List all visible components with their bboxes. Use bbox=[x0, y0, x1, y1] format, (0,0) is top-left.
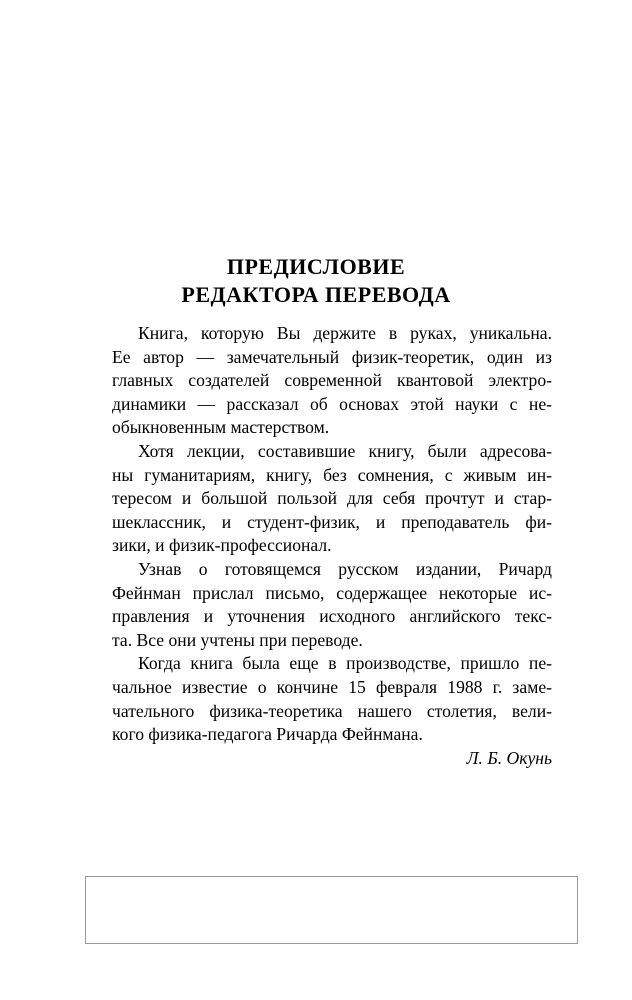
text-line: тересом и большой пользой для себя прочтут и стар- bbox=[112, 488, 552, 509]
text-line: правления и уточнения исходного английского текс- bbox=[112, 606, 552, 627]
text-line: ны гуманитариям, книгу, без сомнения, с живым ин- bbox=[112, 464, 552, 485]
text-line: зики, и физик-профессионал. bbox=[112, 535, 332, 556]
paragraph-4 bbox=[112, 652, 552, 746]
text-line: чательного физика-теоретика нашего столетия, вели- bbox=[112, 700, 552, 721]
text-line: главных создателей современной квантовой электро- bbox=[112, 370, 552, 391]
text-line: Ее автор — замечательный физик-теоретик, один из bbox=[112, 346, 552, 367]
paragraph-3 bbox=[112, 558, 552, 652]
signature: Л. Б. Окунь bbox=[466, 748, 552, 768]
text-line: кого физика-педагога Ричарда Фейнмана. bbox=[112, 724, 423, 745]
text-line: шеклассник, и студент-физик, и преподаватель фи- bbox=[112, 511, 552, 532]
text-line: обыкновенным мастерством. bbox=[112, 417, 330, 438]
heading-line-1: ПРЕДИСЛОВИЕ bbox=[226, 254, 406, 279]
paragraph-1 bbox=[112, 322, 552, 440]
text-line: Книга, которую Вы держите в руках, уникальна. bbox=[138, 323, 552, 343]
paragraph-2 bbox=[112, 440, 552, 558]
text-line: динамики — рассказал об основах этой науки с не- bbox=[112, 393, 552, 414]
text-line: Узнав о готовящемся русском издании, Ричард bbox=[138, 558, 552, 579]
text-line: та. Все они учтены при переводе. bbox=[112, 629, 363, 650]
text-line: Фейнман прислал письмо, содержащее некоторые ис- bbox=[112, 582, 552, 603]
bottom-frame-box bbox=[85, 876, 578, 944]
body-text bbox=[112, 322, 552, 747]
text-line: Когда книга была еще в производстве, пришло пе- bbox=[138, 653, 552, 674]
text-line: Хотя лекции, составившие книгу, были адресова- bbox=[138, 440, 552, 461]
heading-line-2: РЕДАКТОРА ПЕРЕВОДА bbox=[181, 282, 451, 307]
text-line: чальное известие о кончине 15 февраля 1988 г. заме- bbox=[112, 676, 552, 697]
